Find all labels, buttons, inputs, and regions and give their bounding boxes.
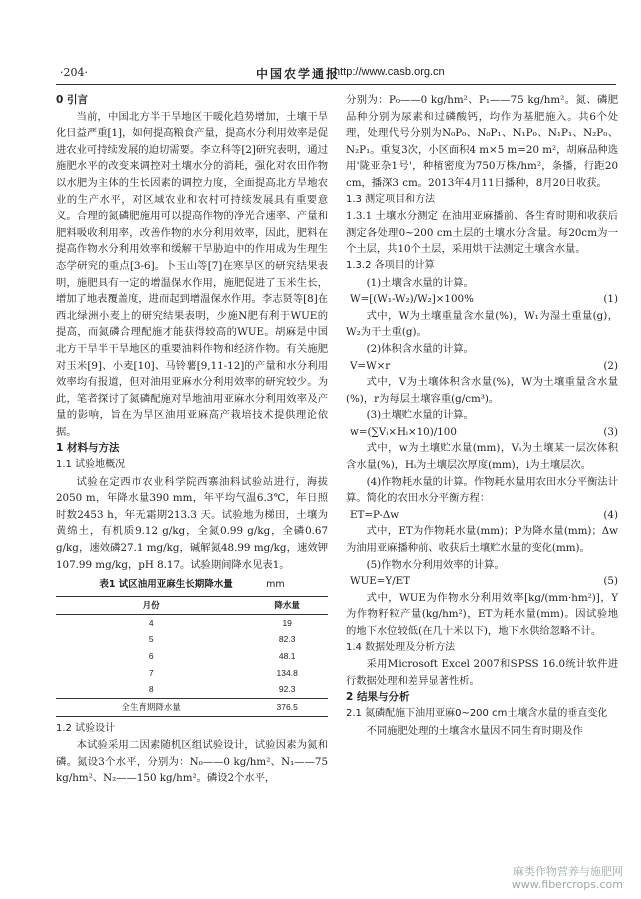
total-value: 376.5 xyxy=(276,701,298,712)
equation-4 xyxy=(346,507,618,524)
equation-1-number: (1) xyxy=(603,293,618,306)
section-1-4-heading: 1.4 数据处理及分析方法 xyxy=(346,641,456,653)
col-header-month: 月份 xyxy=(142,599,160,610)
equation-3-text: w=(∑Vᵢ×Hᵢ×10)/100 xyxy=(350,425,457,438)
equation-5-number: (5) xyxy=(603,575,618,588)
section-1-3-1-paragraph: 1.3.1 土壤水分测定 在油用亚麻播前、各生育时期和收获后测定各处理0~200 cm土层的土壤水分含量。每20cm为一个土层，共10个土层，采用烘干法测定土壤含水量。 xyxy=(346,210,618,256)
equation-3-number: (3) xyxy=(603,425,618,438)
rainfall-cell: 82.3 xyxy=(278,634,296,645)
intro-heading: 0 引言 xyxy=(56,94,88,106)
calc-3-title: (3)土壤贮水量的计算。 xyxy=(366,409,474,422)
results-heading: 2 结果与分析 xyxy=(346,691,410,704)
section-1-4-paragraph: 采用Microsoft Excel 2007和SPSS 16.0统计软件进行数据处理和差异显著性析。 xyxy=(346,658,618,687)
section-1-3-heading: 1.3 测定项目和方法 xyxy=(346,193,436,205)
table-header-row xyxy=(56,596,328,614)
month-cell: 5 xyxy=(148,634,154,645)
total-label: 全生育期降水量 xyxy=(121,701,181,712)
section-1-3-2-heading: 1.3.2 各项目的计算 xyxy=(346,259,435,271)
month-cell: 6 xyxy=(148,650,154,661)
header-rule xyxy=(56,84,616,85)
equation-2 xyxy=(346,358,618,375)
equation-1-text: W=[(W₁-W₂)/W₂]×100% xyxy=(350,293,474,306)
page-number: ·204· xyxy=(60,66,88,79)
watermark xyxy=(512,865,623,891)
table-row xyxy=(56,665,328,682)
section-1-2-paragraph: 本试验采用二因素随机区组试验设计，试验因素为氮和磷。氮设3个水平，分别为：N₀——0 kg/hm²、N₁——75 kg/hm²、N₂——150 kg/hm²。磷设2个水平， xyxy=(56,739,328,785)
table-row xyxy=(56,614,328,631)
equation-3 xyxy=(346,424,618,441)
col-header-rainfall: 降水量 xyxy=(274,599,300,610)
section-1-1-heading: 1.1 试验地概况 xyxy=(56,459,126,471)
month-cell: 7 xyxy=(148,667,154,678)
equation-5-text: WUE=Y/ET xyxy=(350,575,411,588)
table-1-title: 表1 试区油用亚麻生长期降水量 xyxy=(99,579,233,591)
equation-2-number: (2) xyxy=(603,359,618,372)
left-column xyxy=(56,92,328,787)
calc-4-title: (4)作物耗水量的计算。作物耗水量用农田水分平衡法计算。简化的农田水分平衡方程： xyxy=(346,475,619,505)
rainfall-cell: 134.8 xyxy=(276,667,298,678)
journal-name: 中国农学通报 xyxy=(256,67,341,81)
equation-2-text: V=W×r xyxy=(350,359,391,372)
equation-4-number: (4) xyxy=(603,508,618,521)
equation-5-description: 式中，WUE为作物水分利用效率[kg/(mm·hm²)]，Y为作物籽粒产量(kg/hm²)，ET为耗水量(mm)。因试验地的地下水位较低(在几十米以下)，地下水供给忽略不计。 xyxy=(346,591,618,637)
section-1-1-paragraph: 试验在定西市农业科学院西寨油料试验站进行，海拔2050 m，年降水量390 mm，年平均气温6.3℃，年日照时数2453 h，年无霜期213.3 天。试验地为梯田，土壤为黄绵土，有机质9.12 g/kg，全氮0.99 g/kg，全磷0.67 g/kg，速效磷27.1 mg/kg，碱解氮48.99 mg/kg，速效钾107.99 mg/kg，pH 8.17。试验期间降水见表1。 xyxy=(56,475,328,571)
equation-4-text: ET=P-Δw xyxy=(350,508,400,521)
month-cell: 4 xyxy=(148,617,154,628)
table-row xyxy=(56,648,328,665)
rainfall-cell: 92.3 xyxy=(278,684,296,695)
equation-1-description: 式中，W为土壤重量含水量(%)，W₁为湿土重量(g)，W₂为干土重(g)。 xyxy=(346,309,618,339)
table-1 xyxy=(56,596,328,717)
calc-2-title: (2)体积含水量的计算。 xyxy=(366,342,474,355)
calc-5-title: (5)作物水分利用效率的计算。 xyxy=(366,558,505,571)
design-continued-paragraph: 分别为：P₀——0 kg/hm²、P₁——75 kg/hm²。氮、磷肥品种分别为尿素和过磷酸钙，均作为基肥施入。共6个处理，处理代号分别为N₀P₀、N₀P₁、N₁P₀、N₁P₁、N₂P₀、N₂P₁。重复3次，小区面积4 m×5 m=20 m²，胡麻品种选用'陇亚杂1号'，种植密度为750万株/hm²，条播，行距20 cm，播深3 cm。2013年4月11日播种，8月20日收获。 xyxy=(346,94,618,189)
section-1-2-heading: 1.2 试验设计 xyxy=(56,722,116,734)
watermark-line-1: 麻类作物营养与施肥网 xyxy=(513,865,623,878)
journal-url[interactable]: http://www.casb.org.cn xyxy=(334,66,445,78)
page-header xyxy=(22,62,622,84)
section-2-1-heading: 2.1 氮磷配施下油用亚麻0~200 cm土壤含水量的垂直变化 xyxy=(346,707,608,719)
equation-5 xyxy=(346,573,618,590)
section-2-1-paragraph: 不同施肥处理的土壤含水量因不同生育时期及作 xyxy=(366,724,583,737)
intro-paragraph: 当前，中国北方半干旱地区干暖化趋势增加，土壤干旱化日益严重[1]，如何提高粮食产量，提高水分利用效率是促进农业可持续发展的迫切需要。李立科等[2]研究表明，通过施肥水平的改变来调控对土壤水分的消耗，强化对农田作物以水肥为主体的生长因素的调控力度，全面提高北方旱地农业的生产水平，对区域农业和农村可持续发展具有重要意义。合理的氮磷肥施用可以提高作物的净光合速率、产量和肥料吸收利用率，改善作物的水分利用效率，因此，肥料在提高作物水分利用效率和缓解干旱胁迫中的作用成为生理生态学研究的重点[3-6]。卜玉山等[7]在寒旱区的研究结果表明，施肥具有一定的增温保水作用，施肥促进了玉米生长，增加了地表覆盖度，进而起到增温保水作用。李志贤等[8]在西北绿洲小麦上的研究结果表明，少施N肥有利于WUE的提高，而氮磷合理配施才能获得较高的WUE。胡麻是中国北方干旱半干旱地区的重要油料作物和经济作物。有关施肥对玉米[9]、小麦[10]、马铃薯[9,11-12]的产量和水分利用效率均有报道，但对油用亚麻水分利用效率的研究较少。为此，笔者探讨了氮磷配施对旱地油用亚麻水分利用效率及产量的影响，旨在为旱区油用亚麻高产栽培技术提供理论依据。 xyxy=(56,110,329,438)
table-total-row xyxy=(56,698,328,716)
equation-1 xyxy=(346,291,618,308)
table-row xyxy=(56,681,328,698)
watermark-line-2: www.fibercrops.com xyxy=(511,878,623,891)
table-1-caption xyxy=(56,577,328,594)
calc-1-title: (1)土壤含水量的计算。 xyxy=(366,276,474,289)
equation-4-description: 式中，ET为作物耗水量(mm)；P为降水量(mm)；Δw为油用亚麻播种前、收获后土壤贮水量的变化(mm)。 xyxy=(346,525,618,555)
rainfall-cell: 19 xyxy=(282,617,292,628)
table-1-unit: mm xyxy=(266,579,285,591)
table-row xyxy=(56,631,328,648)
month-cell: 8 xyxy=(148,684,154,695)
materials-heading: 1 材料与方法 xyxy=(56,442,120,455)
equation-3-description: 式中，w为土壤贮水量(mm)，Vᵢ为土壤某一层次体积含水量(%)，Hᵢ为土壤层次厚度(mm)，i为土壤层次。 xyxy=(346,442,618,472)
right-column xyxy=(346,92,618,739)
equation-2-description: 式中，V为土壤体积含水量(%)，W为土壤重量含水量(%)，r为每层土壤容重(g/cm³)。 xyxy=(346,376,618,405)
rainfall-cell: 48.1 xyxy=(278,650,296,661)
